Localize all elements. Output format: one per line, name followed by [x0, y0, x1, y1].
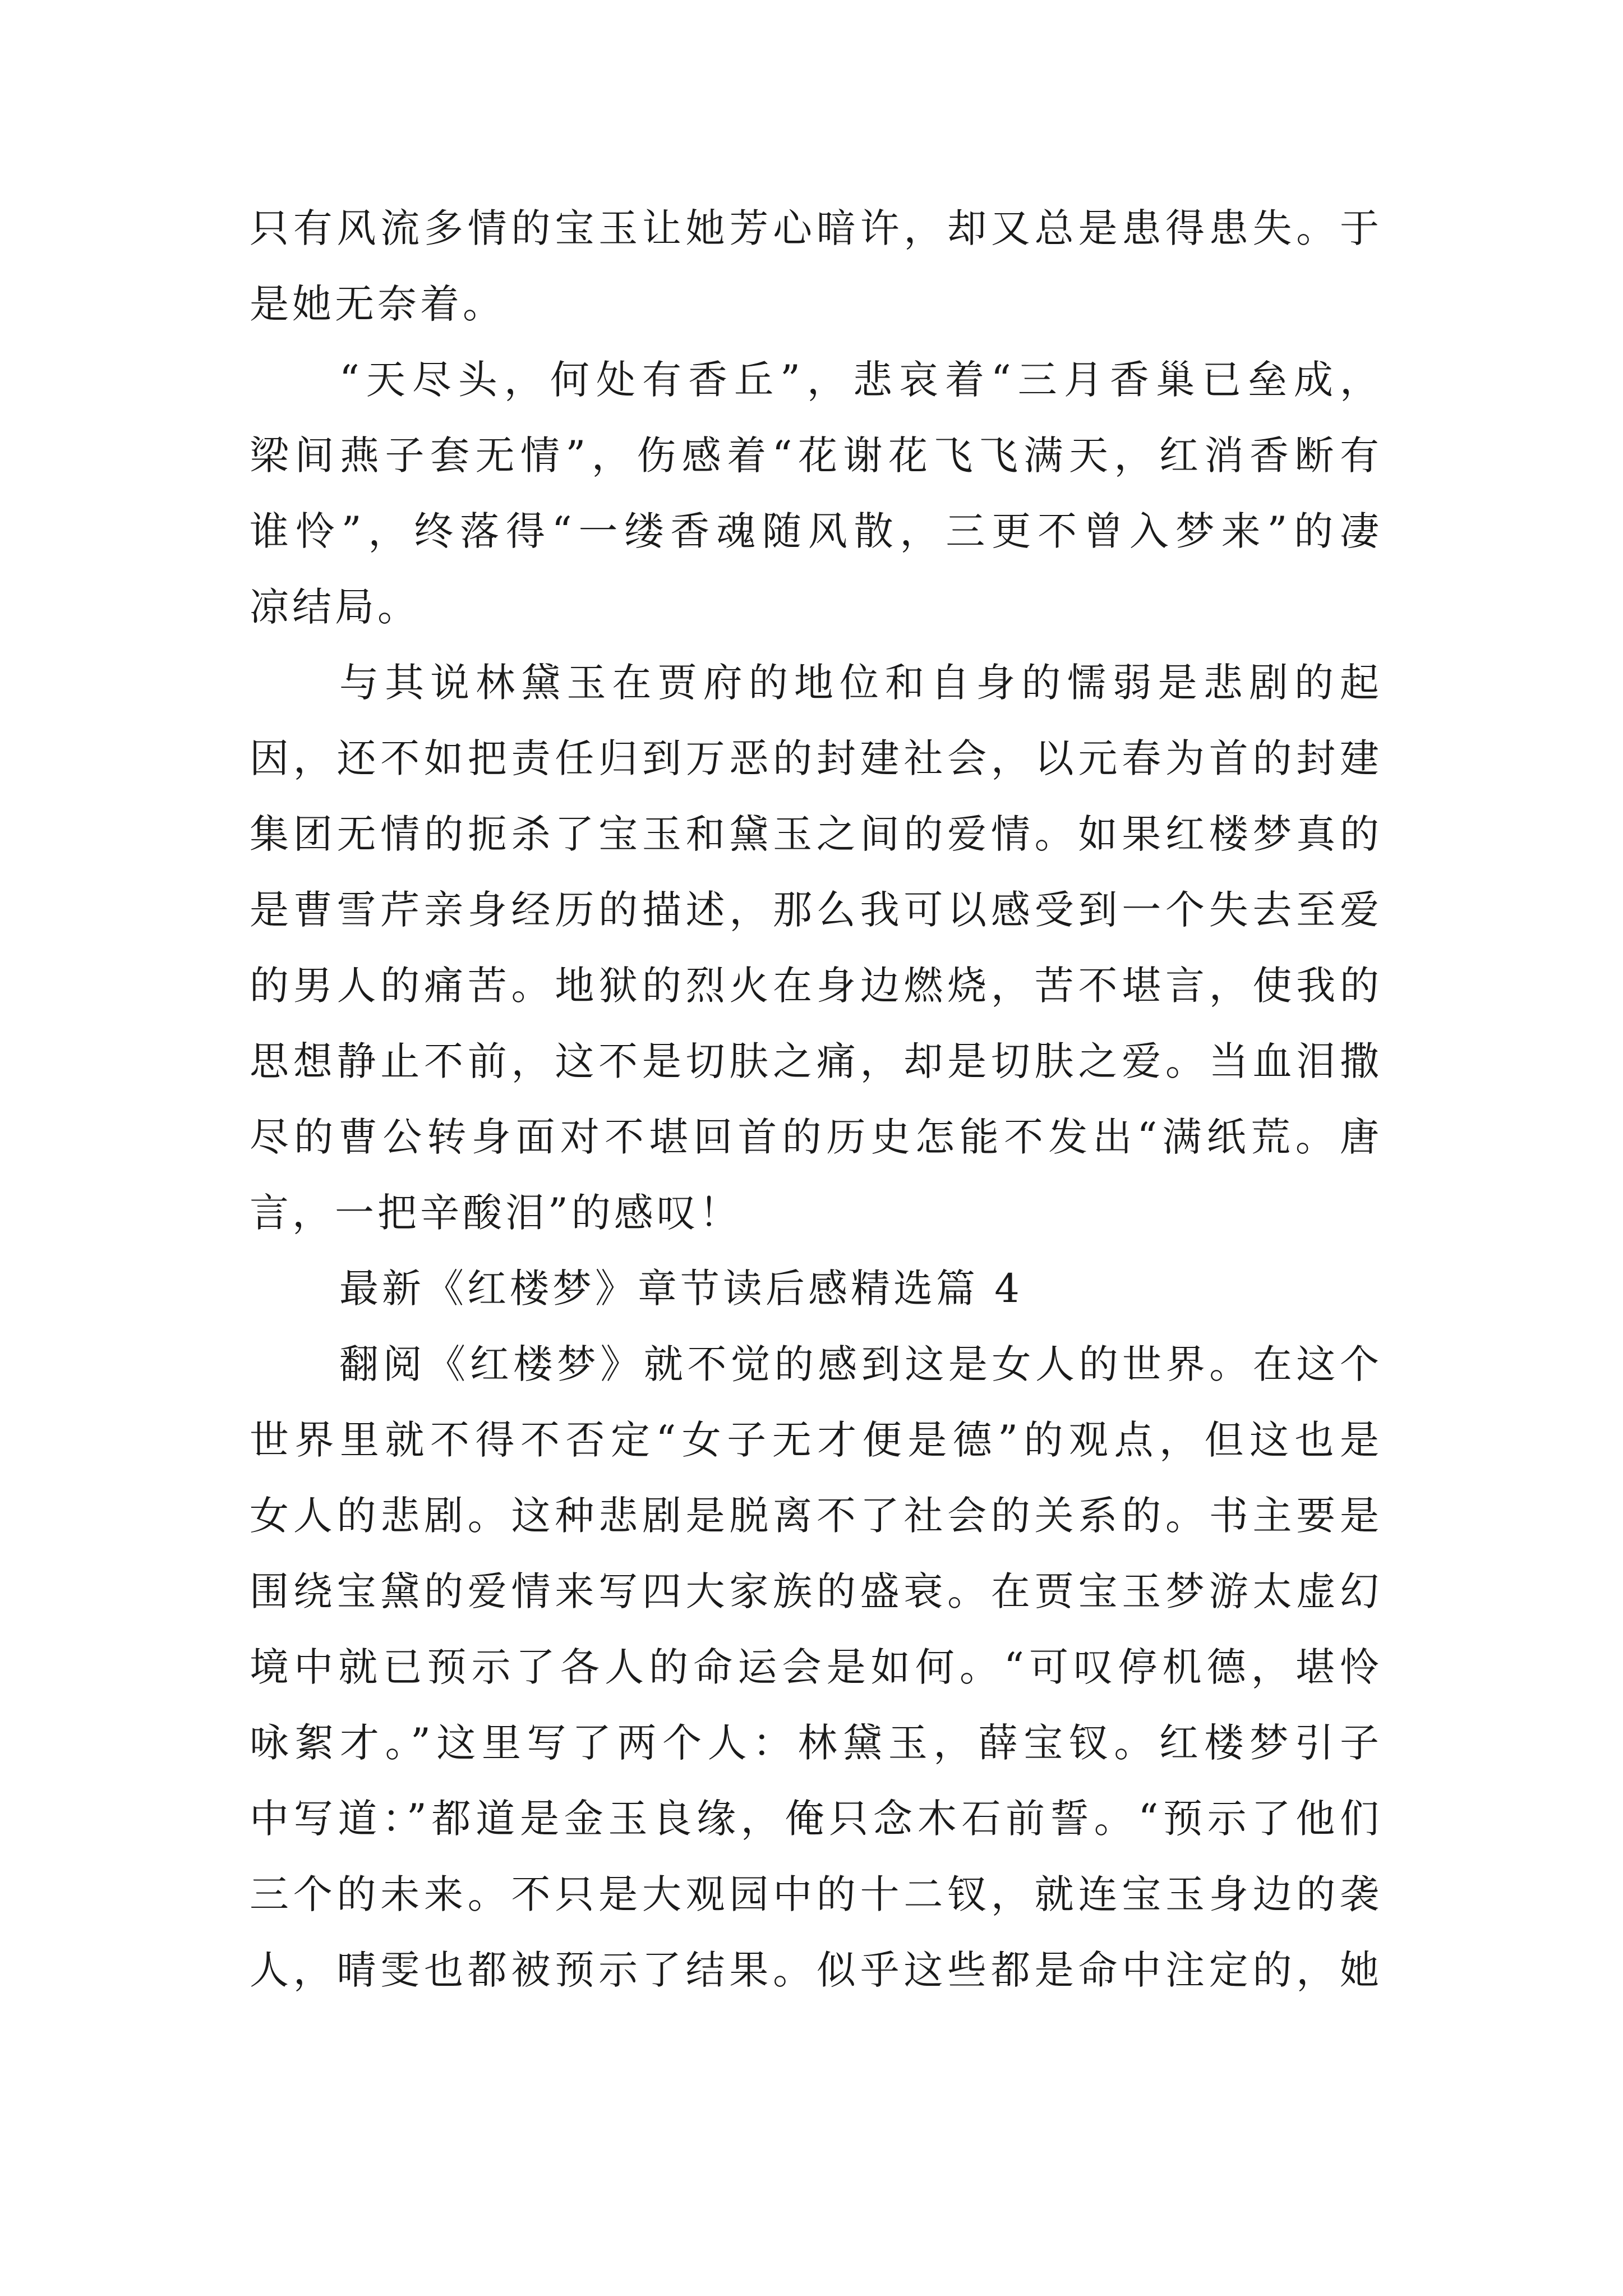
- paragraph-start-line: “天尽头，何处有香丘”，悲哀着“三月香巢已垒成，: [339, 357, 1382, 403]
- text-line: 中写道：”都道是金玉良缘，俺只念木石前誓。“预示了他们: [250, 1796, 1382, 1842]
- text-line: 只有风流多情的宝玉让她芳心暗许，却又总是患得患失。于: [250, 205, 1382, 251]
- text-line: 的男人的痛苦。地狱的烈火在身边燃烧，苦不堪言，使我的: [250, 963, 1382, 1009]
- text-line: 凉结局。: [250, 584, 420, 630]
- text-line: 因，还不如把责任归到万恶的封建社会，以元春为首的封建: [250, 735, 1382, 781]
- text-line: 是曹雪芹亲身经历的描述，那么我可以感受到一个失去至爱: [250, 887, 1382, 933]
- text-line: 咏絮才。”这里写了两个人：林黛玉，薛宝钗。红楼梦引子: [250, 1720, 1382, 1766]
- text-line: 境中就已预示了各人的命运会是如何。“可叹停机德，堪怜: [250, 1644, 1382, 1690]
- text-line: 谁怜”，终落得“一缕香魂随风散，三更不曾入梦来”的凄: [250, 508, 1382, 554]
- text-line: 世界里就不得不否定“女子无才便是德”的观点，但这也是: [250, 1417, 1382, 1463]
- paragraph-start-line: 与其说林黛玉在贾府的地位和自身的懦弱是悲剧的起: [339, 660, 1382, 706]
- text-line: 女人的悲剧。这种悲剧是脱离不了社会的关系的。书主要是: [250, 1493, 1382, 1539]
- text-line: 人，晴雯也都被预示了结果。似乎这些都是命中注定的，她: [250, 1947, 1382, 1993]
- text-line: 围绕宝黛的爱情来写四大家族的盛衰。在贾宝玉梦游太虚幻: [250, 1568, 1382, 1614]
- text-line: 言，一把辛酸泪”的感叹！: [250, 1190, 742, 1236]
- section-heading: 最新《红楼梦》章节读后感精选篇 4: [339, 1266, 1023, 1312]
- paragraph-start-line: 翻阅《红楼梦》就不觉的感到这是女人的世界。在这个: [339, 1341, 1382, 1387]
- text-line: 是她无奈着。: [250, 281, 505, 327]
- text-line: 三个的未来。不只是大观园中的十二钗，就连宝玉身边的袭: [250, 1871, 1382, 1917]
- text-line: 集团无情的扼杀了宝玉和黛玉之间的爱情。如果红楼梦真的: [250, 811, 1382, 857]
- text-line: 梁间燕子套无情”，伤感着“花谢花飞飞满天，红消香断有: [250, 432, 1382, 478]
- text-line: 尽的曹公转身面对不堪回首的历史怎能不发出“满纸荒。唐: [250, 1114, 1382, 1160]
- text-line: 思想静止不前，这不是切肤之痛，却是切肤之爱。当血泪撒: [250, 1038, 1382, 1084]
- document-body: [250, 191, 1382, 2008]
